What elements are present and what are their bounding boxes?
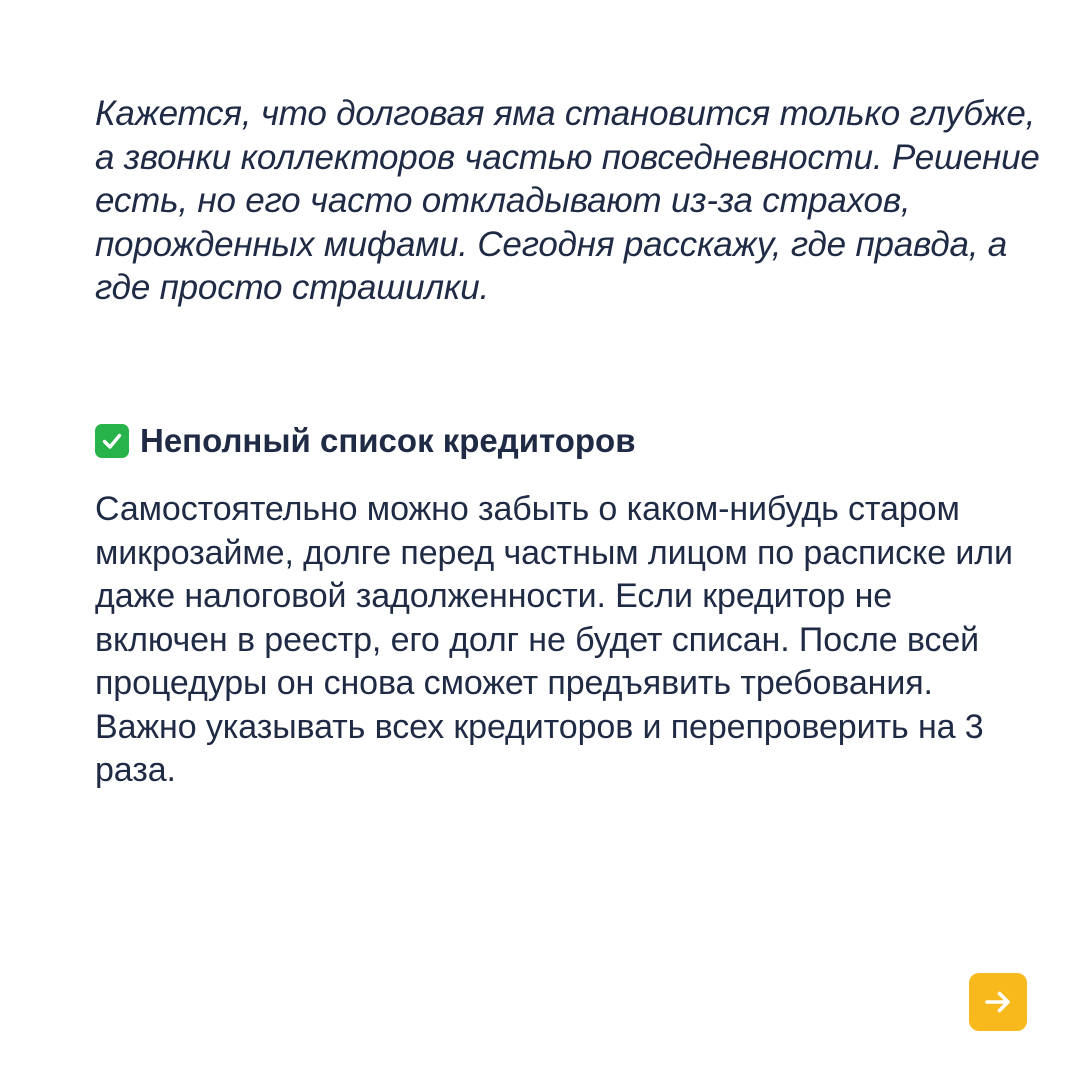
section-heading bbox=[95, 419, 636, 463]
next-button[interactable] bbox=[969, 973, 1027, 1031]
check-mark-icon bbox=[95, 424, 129, 458]
arrow-right-icon bbox=[981, 985, 1015, 1019]
check-mark-glyph bbox=[100, 429, 124, 453]
section-title: Неполный список кредиторов bbox=[140, 422, 636, 459]
intro-paragraph: Кажется, что долговая яма становится только глубже, а звонки коллекторов частью повседневности. Решение есть, но его часто откладывают из-за страхов, порожденных мифами. Сегодня расскажу, где правда, а где просто страшилки. bbox=[95, 94, 1040, 307]
section-body: Самостоятельно можно забыть о каком-нибудь старом микрозайме, долге перед частным лицом по расписке или даже налоговой задолженности. Если кредитор не включен в реестр, его долг не будет списан. После всей процедуры он снова сможет предъявить требования. Важно указывать всех кредиторов и перепроверить на 3 раза. bbox=[95, 490, 1013, 789]
